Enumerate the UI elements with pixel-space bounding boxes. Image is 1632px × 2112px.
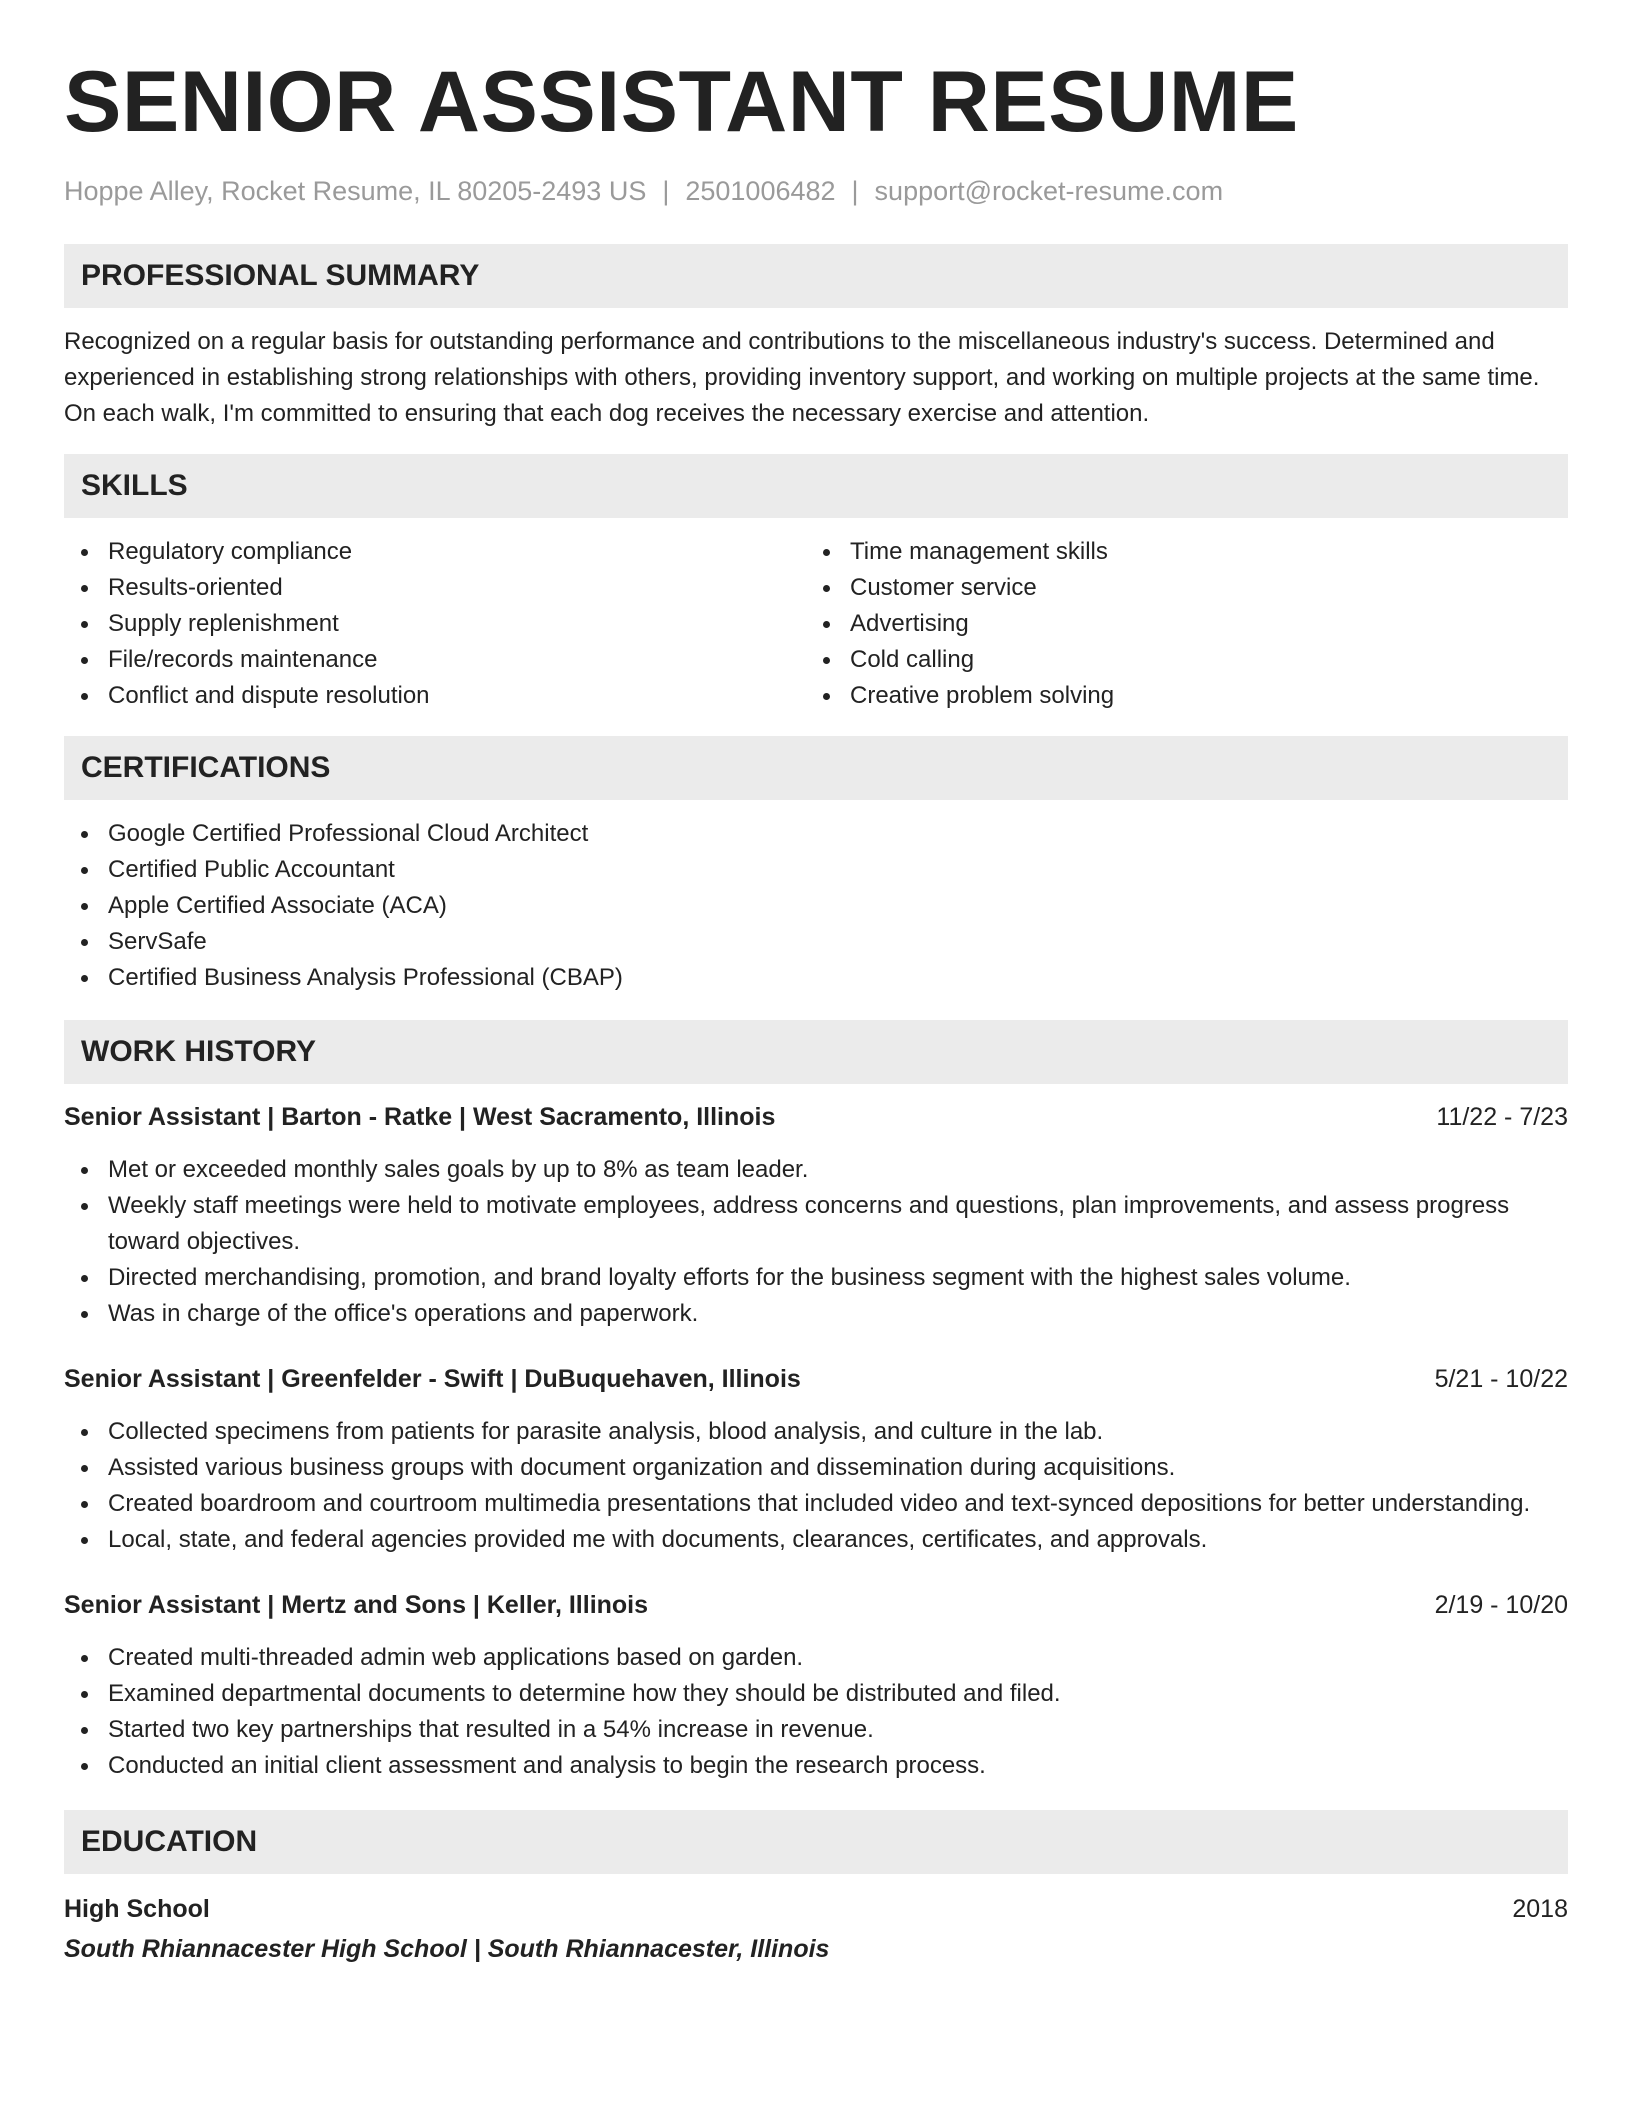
job-bullet: Created boardroom and courtroom multimedia presentations that included video and text-synced depositions for better understanding. — [64, 1486, 1568, 1522]
contact-line — [64, 174, 1568, 208]
certifications-list — [64, 816, 1568, 996]
job-dates: 2/19 - 10/20 — [1434, 1591, 1568, 1619]
job-bullet: Weekly staff meetings were held to motivate employees, address concerns and questions, plan improvements, and assess progress toward objectives. — [64, 1188, 1568, 1260]
summary-text: Recognized on a regular basis for outstanding performance and contributions to the miscellaneous industry's success. Determined and experienced in establishing strong relationships with others, providing inventory support, and working on multiple projects at the same time. On each walk, I'm committed to ensuring that each dog receives the necessary exercise and attention. — [64, 328, 1540, 427]
job-bullet: Was in charge of the office's operations and paperwork. — [64, 1296, 1568, 1332]
education-degree: High School — [64, 1895, 210, 1923]
section-title: PROFESSIONAL SUMMARY — [81, 259, 480, 292]
section-header-summary — [64, 244, 1568, 308]
job-bullet: Created multi-threaded admin web applications based on garden. — [64, 1640, 1568, 1676]
job-dates: 11/22 - 7/23 — [1436, 1103, 1568, 1131]
resume-page — [64, 52, 1568, 1966]
job-entry — [64, 1588, 1568, 1784]
certification-item: Apple Certified Associate (ACA) — [64, 888, 1568, 924]
job-bullet: Local, state, and federal agencies provided me with documents, clearances, certificates, and approvals. — [64, 1522, 1568, 1558]
contact-separator: | — [851, 176, 859, 206]
skills-list-right — [806, 534, 1548, 714]
job-bullet: Examined departmental documents to determine how they should be distributed and filed. — [64, 1676, 1568, 1712]
skills-grid — [64, 534, 1568, 714]
skill-item: Time management skills — [806, 534, 1548, 570]
job-title: Senior Assistant | Greenfelder - Swift | DuBuquehaven, Illinois — [64, 1365, 801, 1393]
section-title: EDUCATION — [81, 1825, 258, 1858]
certification-item: Certified Public Accountant — [64, 852, 1568, 888]
contact-address: Hoppe Alley, Rocket Resume, IL 80205-2493 US — [64, 176, 647, 206]
section-title: SKILLS — [81, 469, 188, 502]
job-bullets — [64, 1414, 1568, 1558]
job-title: Senior Assistant | Barton - Ratke | West Sacramento, Illinois — [64, 1103, 776, 1131]
section-header-work-history — [64, 1020, 1568, 1084]
skill-item: Conflict and dispute resolution — [64, 678, 806, 714]
section-header-education — [64, 1810, 1568, 1874]
job-bullet: Conducted an initial client assessment and analysis to begin the research process. — [64, 1748, 1568, 1784]
section-header-skills — [64, 454, 1568, 518]
education-year: 2018 — [1512, 1895, 1568, 1923]
job-title: Senior Assistant | Mertz and Sons | Keller, Illinois — [64, 1591, 649, 1619]
contact-email: support@rocket-resume.com — [874, 176, 1224, 206]
job-entry — [64, 1100, 1568, 1332]
job-bullets — [64, 1152, 1568, 1332]
job-bullet: Collected specimens from patients for parasite analysis, blood analysis, and culture in the lab. — [64, 1414, 1568, 1450]
job-bullets — [64, 1640, 1568, 1784]
job-header — [64, 1362, 1568, 1396]
skill-item: File/records maintenance — [64, 642, 806, 678]
job-dates: 5/21 - 10/22 — [1434, 1365, 1568, 1393]
skill-item: Advertising — [806, 606, 1548, 642]
skill-item: Creative problem solving — [806, 678, 1548, 714]
job-bullet: Started two key partnerships that resulted in a 54% increase in revenue. — [64, 1712, 1568, 1748]
skill-item: Cold calling — [806, 642, 1548, 678]
education-school: South Rhiannacester High School | South Rhiannacester, Illinois — [64, 1935, 830, 1963]
job-header — [64, 1100, 1568, 1134]
job-entry — [64, 1362, 1568, 1558]
certification-item: Google Certified Professional Cloud Architect — [64, 816, 1568, 852]
certification-item: ServSafe — [64, 924, 1568, 960]
skill-item: Supply replenishment — [64, 606, 806, 642]
job-bullet: Directed merchandising, promotion, and brand loyalty efforts for the business segment with the highest sales volume. — [64, 1260, 1568, 1296]
job-header — [64, 1588, 1568, 1622]
resume-title: SENIOR ASSISTANT RESUME — [64, 54, 1299, 150]
skill-item: Results-oriented — [64, 570, 806, 606]
skill-item: Regulatory compliance — [64, 534, 806, 570]
certification-item: Certified Business Analysis Professional (CBAP) — [64, 960, 1568, 996]
skill-item: Customer service — [806, 570, 1548, 606]
contact-separator: | — [662, 176, 670, 206]
education-header — [64, 1892, 1568, 1926]
job-bullet: Assisted various business groups with document organization and dissemination during acquisitions. — [64, 1450, 1568, 1486]
section-title: CERTIFICATIONS — [81, 751, 331, 784]
skills-list-left — [64, 534, 806, 714]
section-header-certifications — [64, 736, 1568, 800]
contact-phone: 2501006482 — [685, 176, 836, 206]
section-title: WORK HISTORY — [81, 1035, 317, 1068]
job-bullet: Met or exceeded monthly sales goals by up to 8% as team leader. — [64, 1152, 1568, 1188]
